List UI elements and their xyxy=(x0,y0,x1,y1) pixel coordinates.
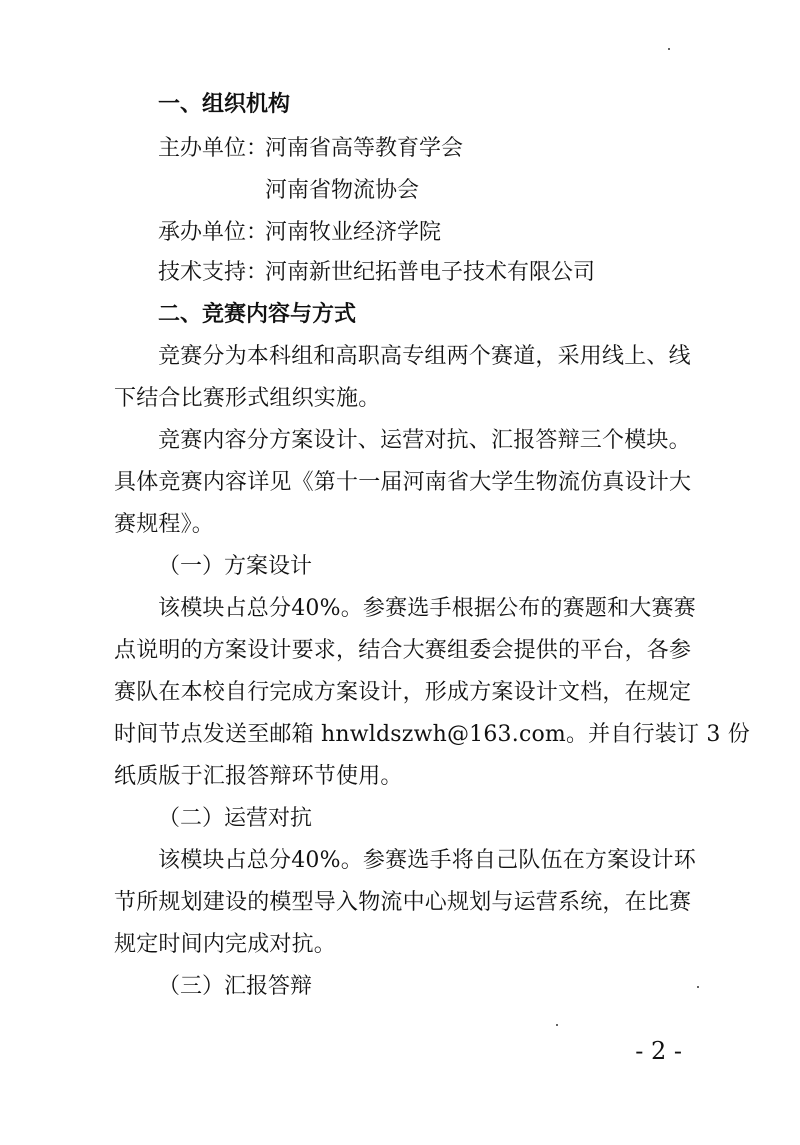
paragraph-line: 规定时间内完成对抗。 xyxy=(114,932,337,957)
paragraph-line: 纸质版于汇报答辩环节使用。 xyxy=(114,764,403,789)
host-org-2: 河南省物流协会 xyxy=(265,178,420,203)
support-label: 技术支持： xyxy=(158,260,269,285)
subsection-3-heading: （三）汇报答辩 xyxy=(158,974,313,999)
paragraph-line: 竞赛分为本科组和高职高专组两个赛道，采用线上、线 xyxy=(158,344,691,369)
paragraph-line: 赛规程》。 xyxy=(114,512,215,537)
page-number: - 2 - xyxy=(635,1037,682,1065)
organizer-org: 河南牧业经济学院 xyxy=(265,220,442,245)
subsection-1-heading: （一）方案设计 xyxy=(158,554,313,579)
subsection-2-heading: （二）运营对抗 xyxy=(158,806,313,831)
section-2-heading: 二、竞赛内容与方式 xyxy=(158,302,357,327)
support-org: 河南新世纪拓普电子技术有限公司 xyxy=(265,260,596,285)
paragraph-line: 该模块占总分40%。参赛选手根据公布的赛题和大赛赛 xyxy=(158,596,696,621)
paragraph-line: 该模块占总分40%。参赛选手将自己队伍在方案设计环 xyxy=(158,848,696,873)
paragraph-line: 下结合比赛形式组织实施。 xyxy=(114,386,381,411)
paragraph-line: 具体竞赛内容详见《第十一届河南省大学生物流仿真设计大 xyxy=(114,470,692,495)
paragraph-line: 点说明的方案设计要求，结合大赛组委会提供的平台，各参 xyxy=(114,638,692,663)
section-1-heading: 一、组织机构 xyxy=(158,92,291,117)
scan-speck xyxy=(556,1024,558,1026)
paragraph-line: 时间节点发送至邮箱 hnwldszwh@163.com。并自行装订 3 份 xyxy=(114,722,750,747)
paragraph-line: 竞赛内容分方案设计、运营对抗、汇报答辩三个模块。 xyxy=(158,428,691,453)
paragraph-line: 赛队在本校自行完成方案设计，形成方案设计文档，在规定 xyxy=(114,680,692,705)
paragraph-line: 节所规划建设的模型导入物流中心规划与运营系统，在比赛 xyxy=(114,890,692,915)
scan-speck xyxy=(668,48,670,50)
organizer-label: 承办单位： xyxy=(158,220,269,245)
host-org-1: 河南省高等教育学会 xyxy=(265,136,464,161)
scan-speck xyxy=(697,986,699,988)
host-label: 主办单位： xyxy=(158,136,269,161)
